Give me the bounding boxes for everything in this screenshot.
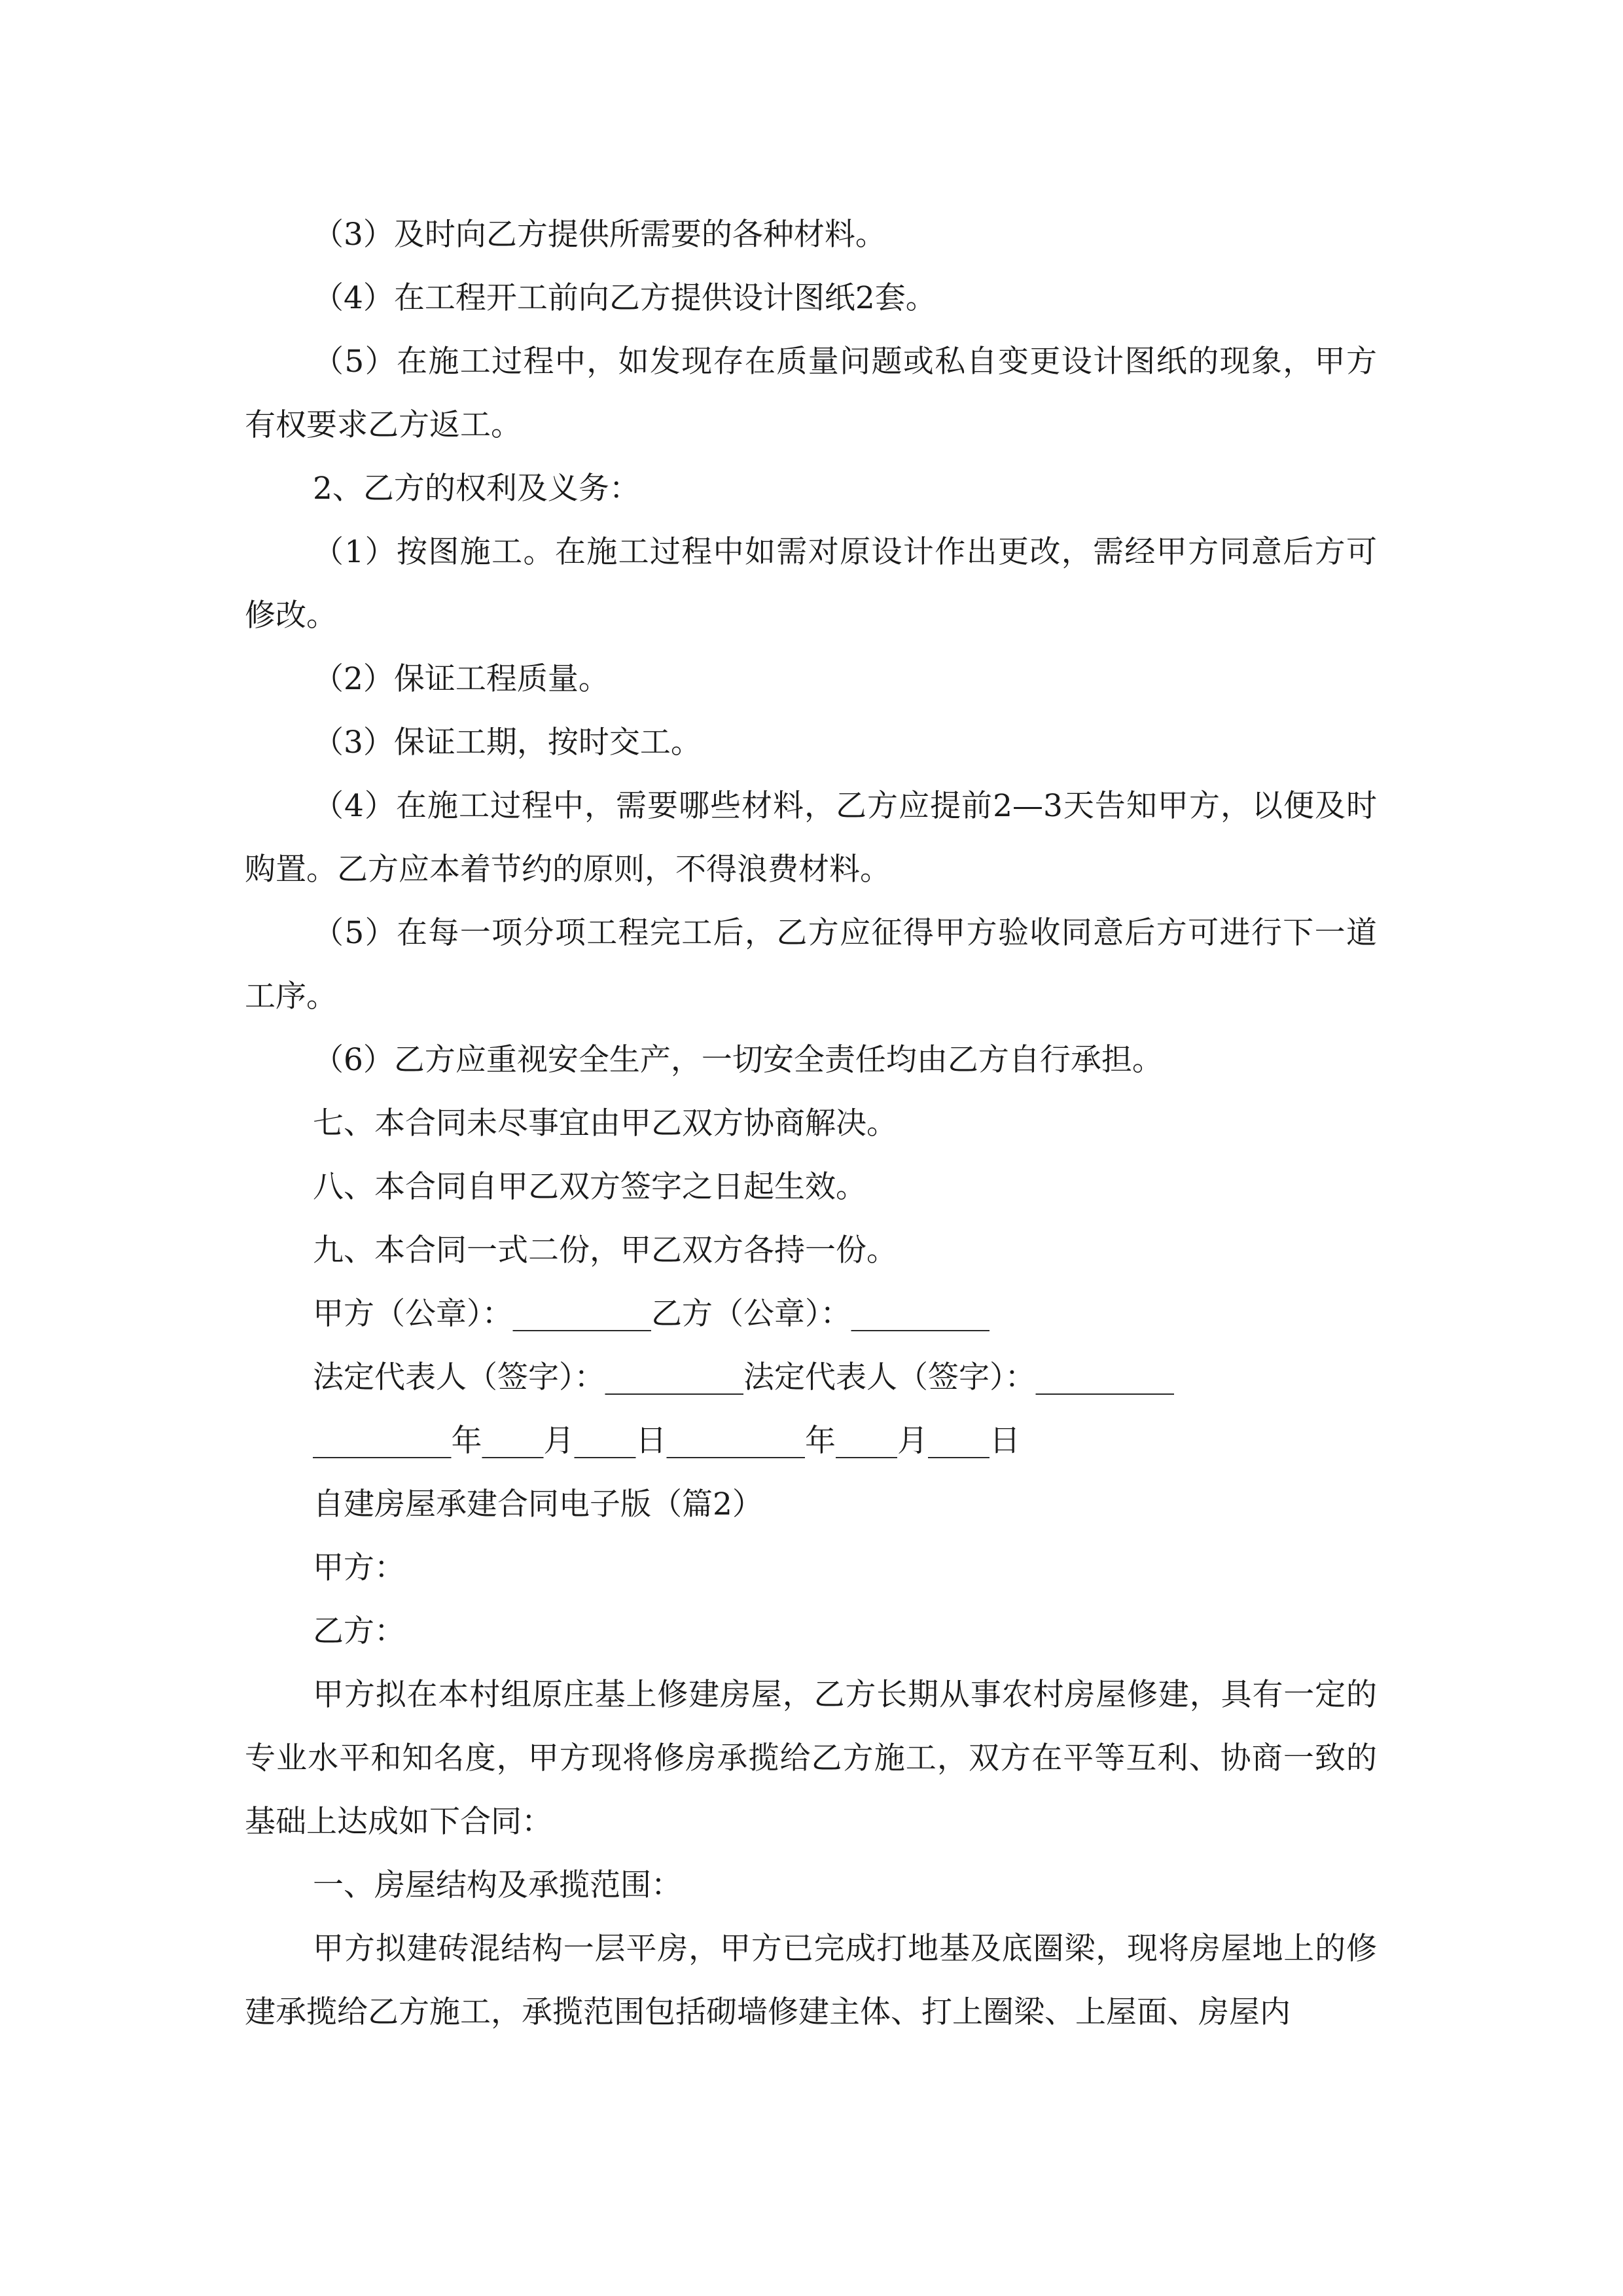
paragraph: （4）在工程开工前向乙方提供设计图纸2套。: [313, 280, 936, 316]
date-line: _________年____月____日_________年____月____日: [313, 1423, 1020, 1459]
party-seal-line: 甲方（公章）：_________乙方（公章）：_________: [313, 1296, 990, 1332]
subsection-heading: 一、房屋结构及承揽范围：: [313, 1867, 682, 1903]
clause-nine: 九、本合同一式二份，甲乙双方各持一份。: [313, 1232, 897, 1268]
section-heading: 自建房屋承建合同电子版（篇2）: [313, 1486, 763, 1522]
paragraph: （4）在施工过程中，需要哪些材料，乙方应提前2—3天告知甲方，以便及时购置。乙方应本着节约的原则，不得浪费材料。: [245, 788, 1377, 888]
paragraph: （5）在每一项分项工程完工后，乙方应征得甲方验收同意后方可进行下一道工序。: [245, 915, 1377, 1014]
paragraph: （1）按图施工。在施工过程中如需对原设计作出更改，需经甲方同意后方可修改。: [245, 534, 1377, 634]
representative-signature-line: 法定代表人（签字）：_________法定代表人（签字）：_________: [313, 1359, 1174, 1395]
paragraph: 甲方拟在本村组原庄基上修建房屋，乙方长期从事农村房屋修建，具有一定的专业水平和知名度，甲方现将修房承揽给乙方施工，双方在平等互利、协商一致的基础上达成如下合同：: [245, 1677, 1377, 1840]
clause-seven: 七、本合同未尽事宜由甲乙双方协商解决。: [313, 1105, 897, 1141]
party-b-label: 乙方：: [313, 1613, 405, 1649]
paragraph: （3）及时向乙方提供所需要的各种材料。: [313, 217, 886, 253]
paragraph: （3）保证工期，按时交工。: [313, 725, 702, 761]
paragraph: （2）保证工程质量。: [313, 661, 609, 697]
clause-eight: 八、本合同自甲乙双方签字之日起生效。: [313, 1169, 866, 1205]
document-body: [245, 203, 1377, 2044]
party-a-label: 甲方：: [313, 1550, 405, 1586]
paragraph: （5）在施工过程中，如发现存在质量问题或私自变更设计图纸的现象，甲方有权要求乙方返工。: [245, 344, 1377, 443]
paragraph: 甲方拟建砖混结构一层平房，甲方已完成打地基及底圈梁，现将房屋地上的修建承揽给乙方施工，承揽范围包括砌墙修建主体、打上圈梁、上屋面、房屋内: [245, 1931, 1377, 2030]
paragraph: （6）乙方应重视安全生产，一切安全责任均由乙方自行承担。: [313, 1042, 1163, 1078]
paragraph: 2、乙方的权利及义务：: [313, 471, 640, 507]
